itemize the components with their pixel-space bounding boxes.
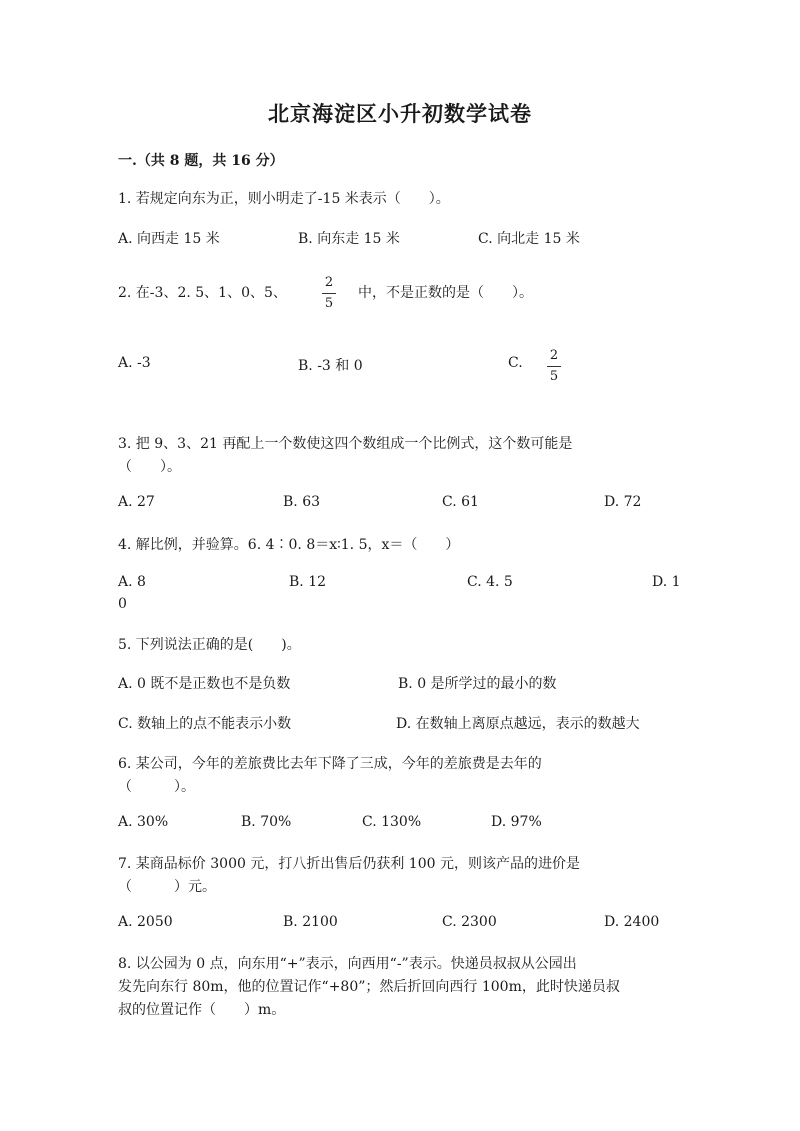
question-2-option-a: A. -3 [118, 355, 151, 371]
question-4-option-d: D. 1 [652, 574, 681, 590]
question-5-option-c: C. 数轴上的点不能表示小数 [118, 716, 292, 732]
fraction-denominator: 5 [324, 296, 334, 311]
section-heading: 一.（共 8 题，共 16 分） [118, 153, 284, 169]
question-2-text-after: 中，不是正数的是（ ）。 [358, 285, 533, 301]
question-3-text-line1: 3. 把 9、3、21 再配上一个数使这四个数组成一个比例式，这个数可能是 [118, 436, 573, 452]
question-5-option-b: B. 0 是所学过的最小的数 [398, 676, 557, 692]
question-5-option-d: D. 在数轴上离原点越远，表示的数越大 [396, 716, 640, 732]
fraction-numerator: 2 [324, 275, 334, 290]
question-4-option-a: A. 8 [118, 574, 146, 590]
question-3-option-b: B. 63 [283, 494, 321, 510]
question-3-option-d: D. 72 [604, 494, 642, 510]
question-3-option-c: C. 61 [442, 494, 479, 510]
question-2-fraction [322, 274, 336, 313]
question-3-text-line2: （ ）。 [118, 459, 181, 475]
fraction-denominator: 5 [549, 369, 559, 384]
question-6-option-d: D. 97% [491, 814, 542, 830]
fraction-numerator: 2 [549, 348, 559, 363]
question-4-text: 4. 解比例，并验算。6. 4∶0. 8＝x∶1. 5，x＝（ ） [118, 537, 460, 553]
question-7-option-a: A. 2050 [118, 914, 173, 930]
question-5-text: 5. 下列说法正确的是( )。 [118, 637, 301, 653]
question-6-option-a: A. 30% [118, 814, 169, 830]
fraction-bar [547, 366, 561, 367]
question-4-option-b: B. 12 [289, 574, 327, 590]
question-7-option-d: D. 2400 [604, 914, 660, 930]
question-2-option-c-fraction [547, 347, 561, 386]
fraction-bar [322, 293, 336, 294]
question-7-option-b: B. 2100 [283, 914, 338, 930]
question-8-text-line1: 8. 以公园为 0 点，向东用“+”表示，向西用“-”表示。快递员叔叔从公园出 [118, 956, 577, 972]
question-1-option-c: C. 向北走 15 米 [478, 231, 580, 247]
question-8-text-line3: 叔的位置记作（ ）m。 [118, 1002, 286, 1018]
question-4-option-d-wrap: 0 [118, 596, 127, 612]
question-2-option-b: B. -3 和 0 [298, 358, 363, 374]
question-2-text-before: 2. 在-3、2. 5、1、0、5、 [118, 285, 287, 301]
question-4-option-c: C. 4. 5 [467, 574, 513, 590]
question-2-option-c: C. [508, 355, 523, 371]
question-6-text-line2: （ ）。 [118, 779, 195, 795]
question-8-text-line2: 发先向东行 80m，他的位置记作“+80”；然后折回向西行 100m，此时快递员叔 [118, 979, 620, 995]
question-6-option-c: C. 130% [362, 814, 422, 830]
question-7-text-line1: 7. 某商品标价 3000 元，打八折出售后仍获利 100 元，则该产品的进价是 [118, 856, 580, 872]
question-7-text-line2: （ ）元。 [118, 879, 216, 895]
question-3-option-a: A. 27 [118, 494, 155, 510]
question-1-option-b: B. 向东走 15 米 [298, 231, 400, 247]
question-6-text-line1: 6. 某公司，今年的差旅费比去年下降了三成，今年的差旅费是去年的 [118, 756, 542, 772]
page-title: 北京海淀区小升初数学试卷 [268, 101, 532, 126]
question-1-option-a: A. 向西走 15 米 [118, 231, 220, 247]
question-6-option-b: B. 70% [241, 814, 292, 830]
question-1-text: 1. 若规定向东为正，则小明走了-15 米表示（ ）。 [118, 191, 450, 207]
question-7-option-c: C. 2300 [442, 914, 497, 930]
question-5-option-a: A. 0 既不是正数也不是负数 [118, 676, 291, 692]
